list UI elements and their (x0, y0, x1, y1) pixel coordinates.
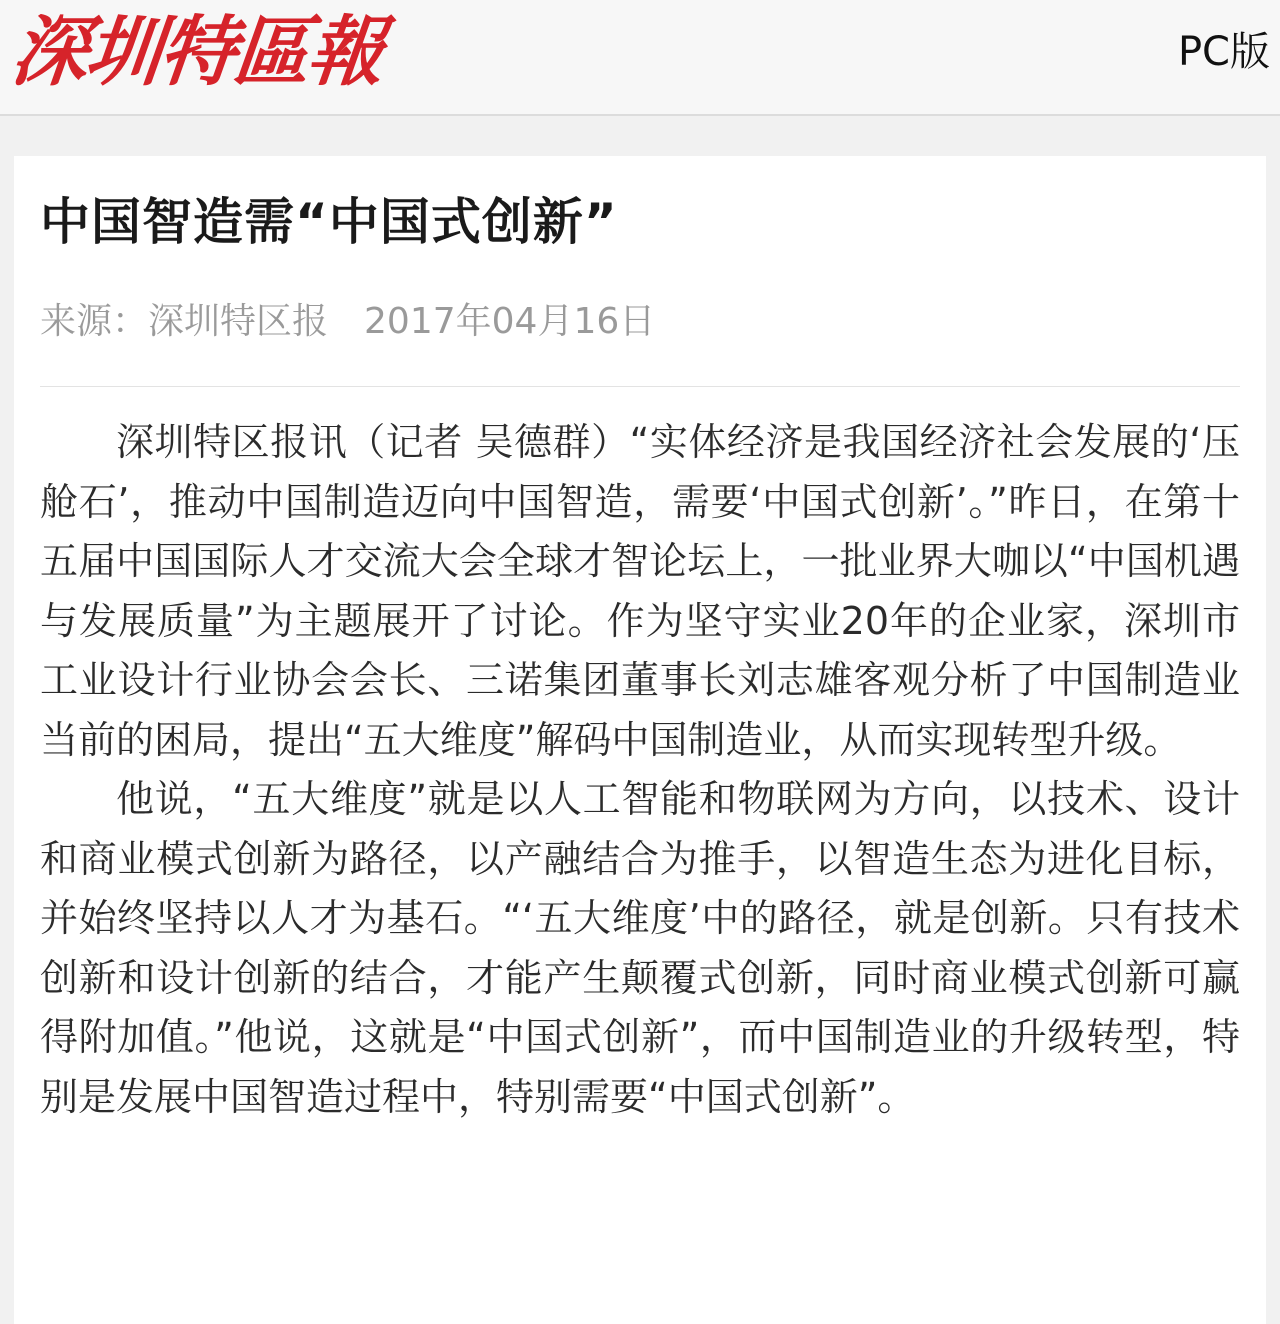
article-body (40, 413, 1240, 1127)
divider (40, 386, 1240, 387)
article-meta (40, 300, 1240, 344)
newspaper-logo[interactable]: 深圳特區報 (7, 7, 387, 96)
article-paragraph: 深圳特区报讯（记者 吴德群）“实体经济是我国经济社会发展的‘压舱石’，推动中国制造迈向中国智造，需要‘中国式创新’。”昨日，在第十五届中国国际人才交流大会全球才智论坛上，一批业界大咖以“中国机遇与发展质量”为主题展开了讨论。作为坚守实业20年的企业家，深圳市工业设计行业协会会长、三诺集团董事长刘志雄客观分析了中国制造业当前的困局，提出“五大维度”解码中国制造业，从而实现转型升级。 (40, 420, 1240, 762)
top-bar (0, 0, 1280, 116)
pc-version-link[interactable]: PC版 (1177, 29, 1270, 75)
article-source: 来源：深圳特区报 (40, 301, 329, 342)
article-date: 2017年04月16日 (364, 301, 656, 342)
article-card (14, 156, 1266, 1324)
article-paragraph: 他说，“五大维度”就是以人工智能和物联网为方向，以技术、设计和商业模式创新为路径，以产融结合为推手，以智造生态为进化目标，并始终坚持以人才为基石。“‘五大维度’中的路径，就是创新。只有技术创新和设计创新的结合，才能产生颠覆式创新，同时商业模式创新可赢得附加值。”他说，这就是“中国式创新”，而中国制造业的升级转型，特别是发展中国智造过程中，特别需要“中国式创新”。 (40, 777, 1240, 1119)
article-title: 中国智造需“中国式创新” (40, 193, 618, 251)
